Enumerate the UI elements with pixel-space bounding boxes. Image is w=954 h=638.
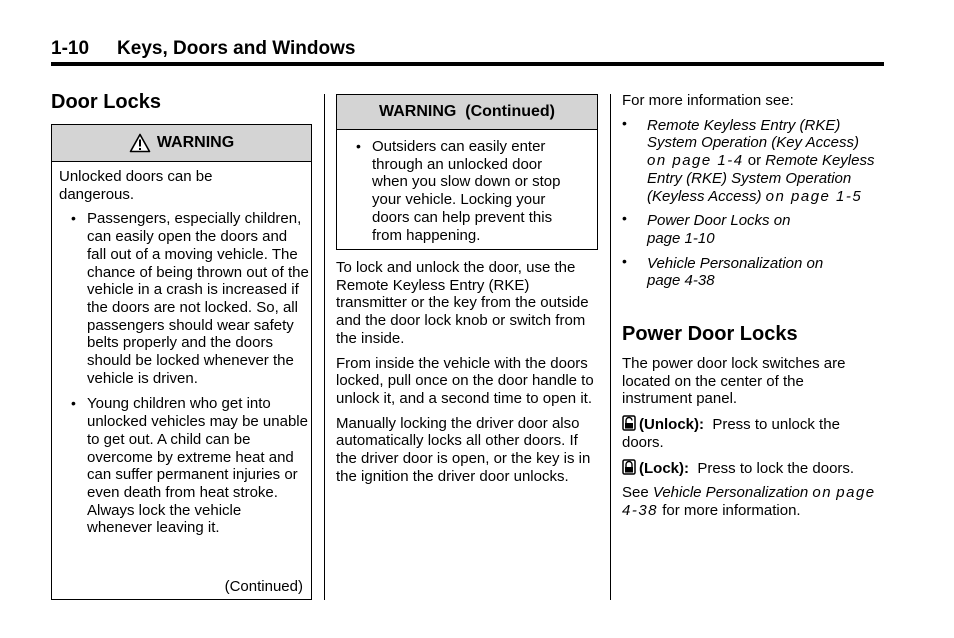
ref-vp-page[interactable]: page 4-38	[647, 272, 715, 290]
see-also-paragraph	[622, 484, 884, 519]
more-info-label: For more information see:	[622, 92, 794, 109]
lock-icon	[622, 459, 636, 475]
ref-remote-keyless-entry	[622, 117, 877, 206]
warning-header	[52, 125, 311, 162]
see-vp-on: on	[812, 484, 833, 502]
warning-box	[51, 124, 312, 600]
power-locks-location: The power door lock switches are located on the center of the instrument panel.	[622, 355, 846, 408]
ref-rke-key-page[interactable]: on page 1-4	[647, 152, 744, 170]
header-rule	[51, 62, 884, 66]
see-vp-page[interactable]: page 4-38	[622, 484, 876, 519]
ref-rke-key-link[interactable]: Remote Keyless Entry (RKE) System Operation (Key Access)	[647, 116, 860, 152]
warning-bullet-2: • Young children who get into unlocked vehicles may be unable to get out. A child can be overcome by extreme heat and can suffer permanent injuries or even death from heat stroke. Always lock the vehicle whenever leaving it.	[59, 395, 310, 537]
ref-vp-link[interactable]: Vehicle Personalization	[647, 254, 803, 272]
warning-intro: Unlocked doors can be dangerous.	[59, 168, 213, 203]
column-divider-2	[610, 94, 611, 600]
warning-bullet-3: • Outsiders can easily enter through an unlocked door when you slow down or stop your vehicle. Locking your doors can help prevent this from happening.	[344, 138, 579, 244]
unlock-label: (Unlock):	[639, 416, 704, 434]
or-text: or	[747, 152, 762, 170]
unlock-instruction	[622, 415, 884, 451]
page-number: 1-10	[51, 38, 90, 59]
lock-text: Press to lock the doors.	[697, 459, 855, 477]
ref-vp-on: on	[806, 254, 824, 272]
warning-continued-header	[337, 95, 597, 130]
ref-rke-keyless-link[interactable]: Remote Keyless Entry (RKE) System Operation (Keyless Access)	[647, 152, 875, 205]
see-vp-link[interactable]: Vehicle Personalization	[652, 484, 809, 502]
lock-instruction	[622, 459, 884, 478]
warning-continued-label: WARNING (Continued)	[379, 103, 555, 120]
warning-icon	[129, 133, 151, 153]
unlock-icon	[622, 415, 636, 431]
inside-unlock-paragraph: From inside the vehicle with the doors locked, pull once on the door handle to unlock it, and a second time to open it.	[336, 354, 594, 407]
warning-label: WARNING	[156, 134, 235, 151]
unlock-text: Press to unlock the doors.	[622, 416, 840, 451]
power-door-locks-heading: Power Door Locks	[622, 323, 798, 345]
warning-continued-box	[336, 94, 598, 250]
see-word: See	[622, 484, 649, 502]
continued-note: (Continued)	[224, 578, 303, 596]
warning-bullet-1: • Passengers, especially children, can easily open the doors and fall out of a moving vehicle. The chance of being thrown out of the vehicle in a crash is increased if the doors are not locked. So, all passengers should wear safety belts properly and the doors should be locked whenever the vehicle is driven.	[59, 210, 310, 387]
door-locks-heading: Door Locks	[51, 91, 162, 113]
page-header	[51, 38, 355, 60]
section-title: Keys, Doors and Windows	[117, 38, 356, 59]
ref-power-door-locks	[622, 212, 847, 247]
driver-door-paragraph: Manually locking the driver door also automatically locks all other doors. If the driver door is open, or the key is in the ignition the driver door unlocks.	[336, 414, 591, 485]
see-tail: for more information.	[662, 501, 801, 519]
ref-pdl-link[interactable]: Power Door Locks	[647, 212, 770, 230]
ref-pdl-page[interactable]: page 1-10	[647, 229, 715, 247]
lock-unlock-paragraph: To lock and unlock the door, use the Remote Keyless Entry (RKE) transmitter or the key from the outside and the door lock knob or switch from the inside.	[336, 259, 589, 347]
ref-rke-keyless-page[interactable]: on page 1-5	[765, 187, 863, 205]
column-divider-1	[324, 94, 325, 600]
ref-pdl-on: on	[773, 212, 791, 230]
ref-vehicle-personalization	[622, 255, 847, 290]
lock-label: (Lock):	[639, 459, 689, 477]
